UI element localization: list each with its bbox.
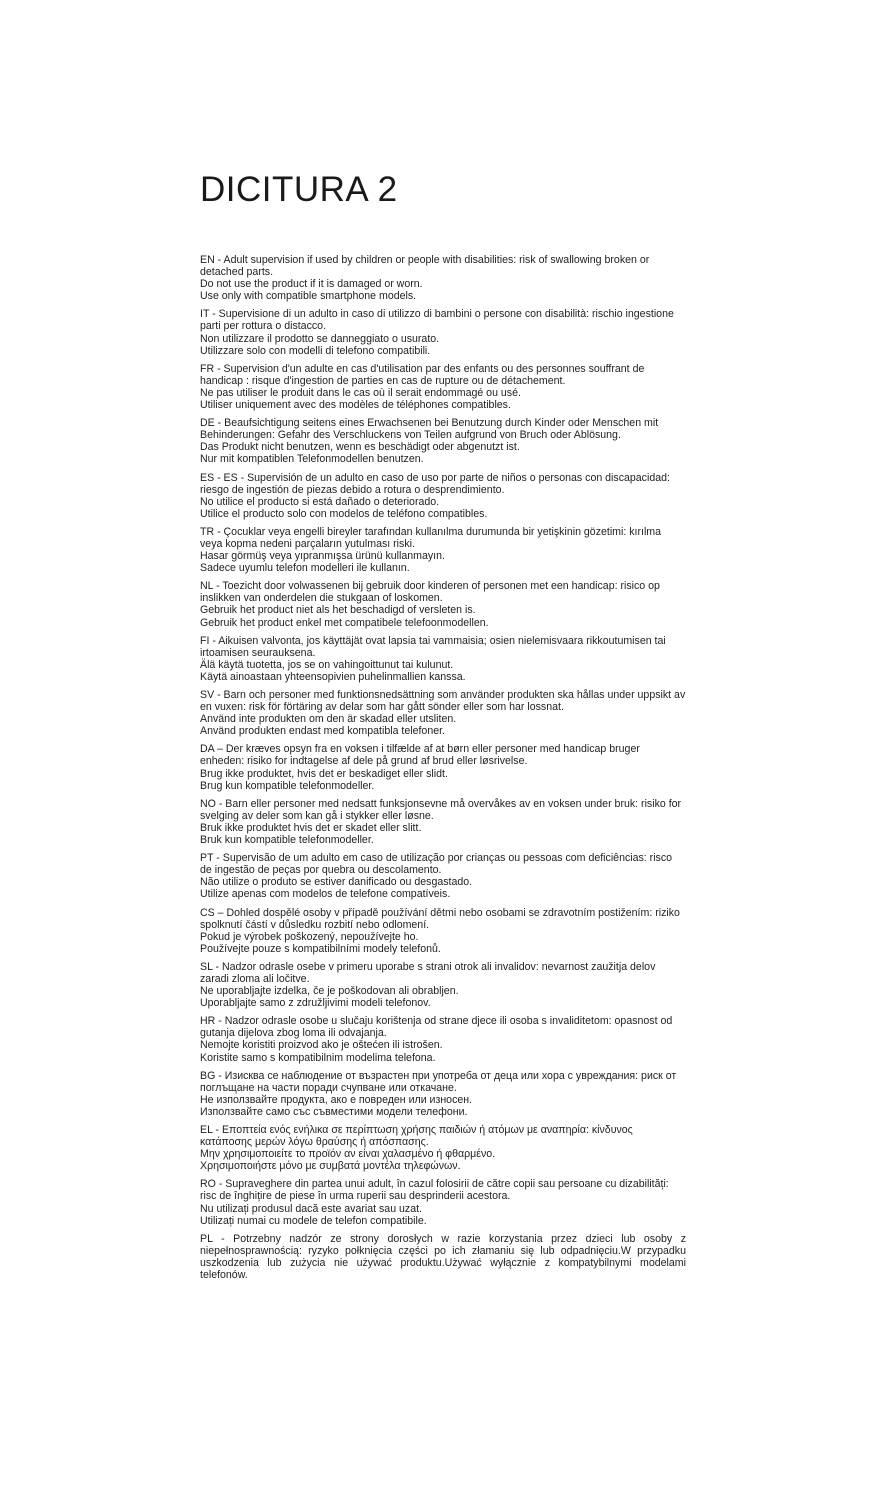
warning-line: Utilizați numai cu modele de telefon compatibile.	[200, 1214, 427, 1227]
warning-line: FR - Supervision d'un adulte en cas d'utilisation par des enfants ou des personnes souffrant de handicap : risque d'ingestion de parties en cas de rupture ou de détachement.	[200, 362, 645, 387]
warning-line: Používejte pouze s kompatibilními modely telefonů.	[200, 942, 441, 955]
language-section-nl	[200, 580, 686, 628]
warning-line: Nur mit kompatiblen Telefonmodellen benutzen.	[200, 453, 424, 466]
warning-line: Brug ikke produktet, hvis det er beskadiget eller slidt.	[200, 767, 448, 780]
warning-line: Μην χρησιμοποιείτε το προϊόν αν είναι χαλασμένο ή φθαρμένο.	[200, 1148, 496, 1161]
warning-line: DE - Beaufsichtigung seitens eines Erwachsenen bei Benutzung durch Kinder oder Menschen mit Behinderungen: Gefahr des Verschluckens von Teilen aufgrund von Bruch oder Ablösung.	[200, 417, 659, 442]
warning-line: HR - Nadzor odrasle osobe u slučaju korištenja od strane djece ili osoba s invaliditetom: opasnost od gutanja dijelova zbog loma ili odvajanja.	[200, 1015, 673, 1040]
language-section-it	[200, 308, 686, 356]
warning-sections	[200, 254, 686, 1281]
warning-line: Das Produkt nicht benutzen, wenn es beschädigt oder abgenutzt ist.	[200, 441, 520, 454]
language-section-pl	[200, 1233, 686, 1281]
document-page	[200, 170, 686, 1287]
language-section-el	[200, 1124, 686, 1172]
warning-line: Hasar görmüş veya yıpranmışsa ürünü kullanmayın.	[200, 550, 445, 563]
warning-line: Käytä ainoastaan yhteensopivien puhelinmallien kanssa.	[200, 670, 466, 683]
warning-line: Χρησιμοποιήστε μόνο με συμβατά μοντέλα τηλεφώνων.	[200, 1160, 461, 1173]
warning-line: Använd produkten endast med kompatibla telefoner.	[200, 725, 445, 738]
warning-line: PL - Potrzebny nadzór ze strony dorosłych w razie korzystania przez dzieci lub osoby z niepełnosprawnością: ryzyko połknięcia części po ich złamaniu się lub odpadnięciu.W przypadku uszkodzenia lub zużycia nie używać produktu.Używać wyłącznie z kompatybilnymi modelami telefonów.	[200, 1232, 686, 1282]
warning-line: NO - Barn eller personer med nedsatt funksjonsevne må overvåkes av en voksen under bruk: risiko for svelging av deler som kan gå i stykker eller løsne.	[200, 797, 682, 822]
warning-line: TR - Çocuklar veya engelli bireyler tarafından kullanılma durumunda bir yetişkinin gözetimi: kırılma veya kopma nedeni parçaların yutulması riski.	[200, 525, 662, 550]
warning-line: SL - Nadzor odrasle osebe v primeru uporabe s strani otrok ali invalidov: nevarnost zaužitja delov zaradi zloma ali ločitve.	[200, 960, 656, 985]
warning-line: BG - Изисква се наблюдение от възрастен при употреба от деца или хора с увреждания: риск от поглъщане на части поради счупване или откачане.	[200, 1069, 677, 1094]
warning-line: IT - Supervisione di un adulto in caso di utilizzo di bambini o persone con disabilità: rischio ingestione parti per rottura o distacco.	[200, 308, 674, 333]
warning-line: Bruk ikke produktet hvis det er skadet eller slitt.	[200, 821, 422, 834]
language-section-da	[200, 743, 686, 791]
warning-line: Nu utilizați produsul dacă este avariat sau uzat.	[200, 1202, 423, 1215]
language-section-cs	[200, 907, 686, 955]
language-section-hr	[200, 1015, 686, 1063]
page-title: DICITURA 2	[200, 170, 398, 209]
warning-line: Използвайте само със съвместими модели телефони.	[200, 1105, 468, 1118]
warning-line: ES - ES - Supervisión de un adulto en caso de uso por parte de niños o personas con discapacidad: riesgo de ingestión de piezas debido a rotura o desprendimiento.	[200, 471, 670, 496]
warning-line: Brug kun kompatible telefonmodeller.	[200, 779, 375, 792]
warning-line: Utiliser uniquement avec des modèles de téléphones compatibles.	[200, 399, 511, 412]
language-section-en	[200, 254, 686, 302]
warning-line: CS – Dohled dospělé osoby v případě používání dětmi nebo osobami se zdravotním postižením: riziko spolknutí částí v důsledku rozbití nebo odlomení.	[200, 906, 680, 931]
language-section-de	[200, 417, 686, 465]
warning-line: Uporabljajte samo z združljivimi modeli telefonov.	[200, 997, 431, 1010]
warning-line: Pokud je výrobek poškozený, nepoužívejte ho.	[200, 930, 419, 943]
language-section-bg	[200, 1070, 686, 1118]
warning-line: FI - Aikuisen valvonta, jos käyttäjät ovat lapsia tai vammaisia; osien nielemisvaara rikkoutumisen tai irtoamisen seurauksena.	[200, 634, 666, 659]
warning-line: Gebruik het product enkel met compatibele telefoonmodellen.	[200, 616, 489, 629]
warning-line: Do not use the product if it is damaged or worn.	[200, 278, 423, 291]
warning-line: No utilice el producto si está dañado o deteriorado.	[200, 495, 440, 508]
warning-line: Non utilizzare il prodotto se danneggiato o usurato.	[200, 332, 440, 345]
language-section-fi	[200, 635, 686, 683]
language-section-sv	[200, 689, 686, 737]
warning-line: Não utilize o produto se estiver danificado ou desgastado.	[200, 876, 473, 889]
warning-line: Använd inte produkten om den är skadad eller utsliten.	[200, 713, 457, 726]
warning-line: NL - Toezicht door volwassenen bij gebruik door kinderen of personen met een handicap: risico op inslikken van onderdelen die stukgaan of loskomen.	[200, 580, 660, 605]
warning-line: Bruk kun kompatible telefonmodeller.	[200, 834, 374, 847]
warning-line: Ne uporabljajte izdelka, če je poškodovan ali obrabljen.	[200, 985, 459, 998]
warning-line: Utilice el producto solo con modelos de teléfono compatibles.	[200, 507, 488, 520]
warning-line: Älä käytä tuotetta, jos se on vahingoittunut tai kulunut.	[200, 658, 454, 671]
warning-line: Не използвайте продукта, ако е повреден или износен.	[200, 1093, 473, 1106]
warning-line: Ne pas utiliser le produit dans le cas où il serait endommagé ou usé.	[200, 386, 521, 399]
warning-line: PT - Supervisão de um adulto em caso de utilização por crianças ou pessoas com deficiências: risco de ingestão de peças por quebra ou descolamento.	[200, 852, 673, 877]
language-section-pt	[200, 852, 686, 900]
warning-line: Sadece uyumlu telefon modelleri ile kullanın.	[200, 562, 410, 575]
warning-line: SV - Barn och personer med funktionsnedsättning som använder produkten ska hållas under uppsikt av en vuxen: risk för förtäring av delar som har gått sönder eller som har lossnat.	[200, 689, 686, 714]
warning-line: EN - Adult supervision if used by children or people with disabilities: risk of swallowing broken or detached parts.	[200, 254, 650, 279]
language-section-fr	[200, 363, 686, 411]
warning-line: DA – Der kræves opsyn fra en voksen i tilfælde af at børn eller personer med handicap bruger enheden: risiko for indtagelse af dele på grund af brud eller løsrivelse.	[200, 743, 640, 768]
warning-line: RO - Supraveghere din partea unui adult, în cazul folosirii de către copii sau persoane cu dizabilități: risc de înghițire de piese în urma ruperii sau desprinderii acestora.	[200, 1178, 669, 1203]
warning-line: Utilizzare solo con modelli di telefono compatibili.	[200, 344, 431, 357]
language-section-ro	[200, 1178, 686, 1226]
language-section-no	[200, 798, 686, 846]
language-section-tr	[200, 526, 686, 574]
warning-line: Nemojte koristiti proizvod ako je oštećen ili istrošen.	[200, 1039, 443, 1052]
warning-line: Gebruik het product niet als het beschadigd of versleten is.	[200, 604, 476, 617]
warning-line: Use only with compatible smartphone models.	[200, 290, 417, 303]
warning-line: Utilize apenas com modelos de telefone compatíveis.	[200, 888, 451, 901]
warning-line: EL - Εποπτεία ενός ενήλικα σε περίπτωση χρήσης παιδιών ή ατόμων με αναπηρία: κίνδυνος κατάποσης μερών λόγω θραύσης ή απόσπασης.	[200, 1124, 633, 1149]
language-section-sl	[200, 961, 686, 1009]
language-section-es	[200, 472, 686, 520]
warning-line: Koristite samo s kompatibilnim modelima telefona.	[200, 1051, 436, 1064]
